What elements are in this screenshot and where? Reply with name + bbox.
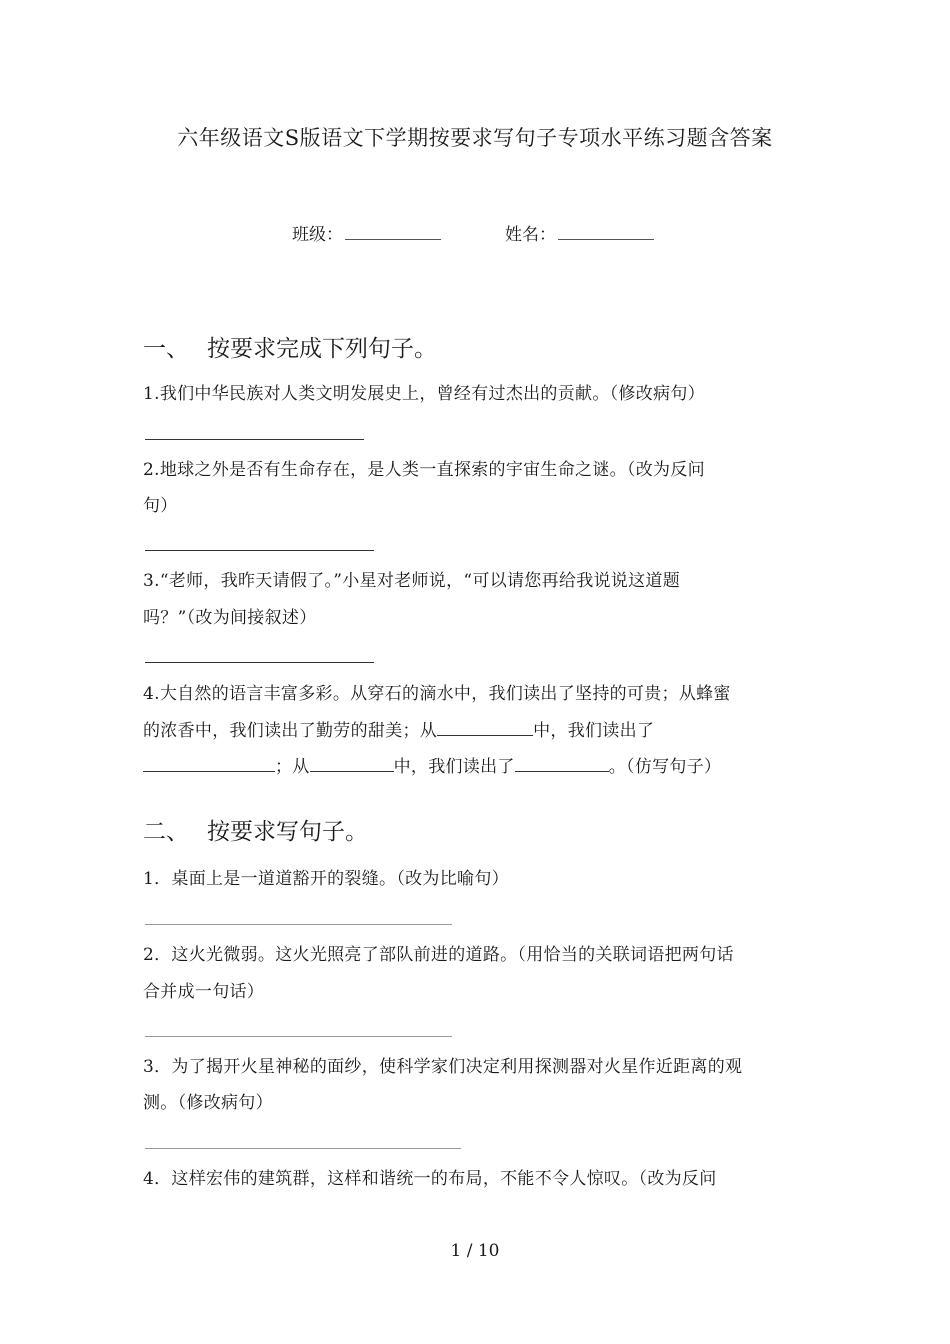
s1-question-1: 1.我们中华民族对人类文明发展史上，曾经有过杰出的贡献。（修改病句） <box>143 384 705 404</box>
section-1-heading <box>143 330 437 363</box>
document-title: 六年级语文S版语文下学期按要求写句子专项水平练习题含答案 <box>177 126 773 150</box>
section-2-title: 按要求写句子。 <box>207 819 368 845</box>
name-blank <box>558 238 654 240</box>
s2-q2-answer-line <box>145 1036 452 1037</box>
section-1-number: 一、 <box>143 336 189 362</box>
section-2-heading <box>143 813 368 846</box>
class-field <box>292 220 441 245</box>
s2-question-4-line1: 4．这样宏伟的建筑群，这样和谐统一的布局，不能不令人惊叹。（改为反问 <box>143 1169 717 1189</box>
s1-question-4-line2 <box>143 713 654 749</box>
s1-q4-blank-3 <box>310 770 394 772</box>
s1-question-4-line1: 4.大自然的语言丰富多彩。从穿石的滴水中，我们读出了坚持的可贵；从蜂蜜 <box>143 684 731 704</box>
s1-q2-answer-line <box>145 550 374 551</box>
s2-question-2-line2: 合并成一句话） <box>143 982 265 1002</box>
s1-question-3-line1: 3.“老师，我昨天请假了。”小星对老师说，“可以请您再给我说说这道题 <box>143 571 680 591</box>
s1-q4-text-c: ；从 <box>275 757 310 777</box>
section-2-number: 二、 <box>143 819 189 845</box>
s2-question-1: 1．桌面上是一道道豁开的裂缝。（改为比喻句） <box>143 869 509 889</box>
s2-q3-answer-line <box>145 1148 461 1149</box>
page-number: 1 / 10 <box>450 1241 500 1261</box>
name-field <box>505 220 654 245</box>
s1-q4-text-d: 中，我们读出了 <box>393 757 515 777</box>
s2-question-3-line2: 测。（修改病句） <box>143 1093 273 1113</box>
name-label: 姓名： <box>505 225 556 245</box>
s1-q1-answer-line <box>145 439 364 440</box>
class-label: 班级： <box>292 225 343 245</box>
s1-question-4-line3 <box>143 749 721 785</box>
s2-question-2-line1: 2．这火光微弱。这火光照亮了部队前进的道路。（用恰当的关联词语把两句话 <box>143 945 734 965</box>
s2-q1-answer-line <box>145 924 452 925</box>
s1-q4-blank-2 <box>143 770 275 772</box>
s1-q3-answer-line <box>145 662 374 663</box>
s2-question-3-line1: 3．为了揭开火星神秘的面纱，使科学家们决定利用探测器对火星作近距离的观 <box>143 1057 743 1077</box>
section-1-title: 按要求完成下列句子。 <box>207 336 437 362</box>
s1-q4-blank-1 <box>437 734 533 736</box>
s1-question-2-line1: 2.地球之外是否有生命存在，是人类一直探索的宇宙生命之谜。（改为反问 <box>143 460 705 480</box>
s1-question-3-line2: 吗？”（改为间接叙述） <box>143 608 317 628</box>
s1-q4-blank-4 <box>515 770 609 772</box>
s1-q4-text-e: 。（仿写句子） <box>608 757 722 777</box>
s1-q4-text-b: 中，我们读出了 <box>533 721 655 741</box>
s1-q4-text-a: 的浓香中，我们读出了勤劳的甜美；从 <box>143 721 438 741</box>
class-blank <box>345 238 441 240</box>
s1-question-2-line2: 句） <box>143 496 178 516</box>
